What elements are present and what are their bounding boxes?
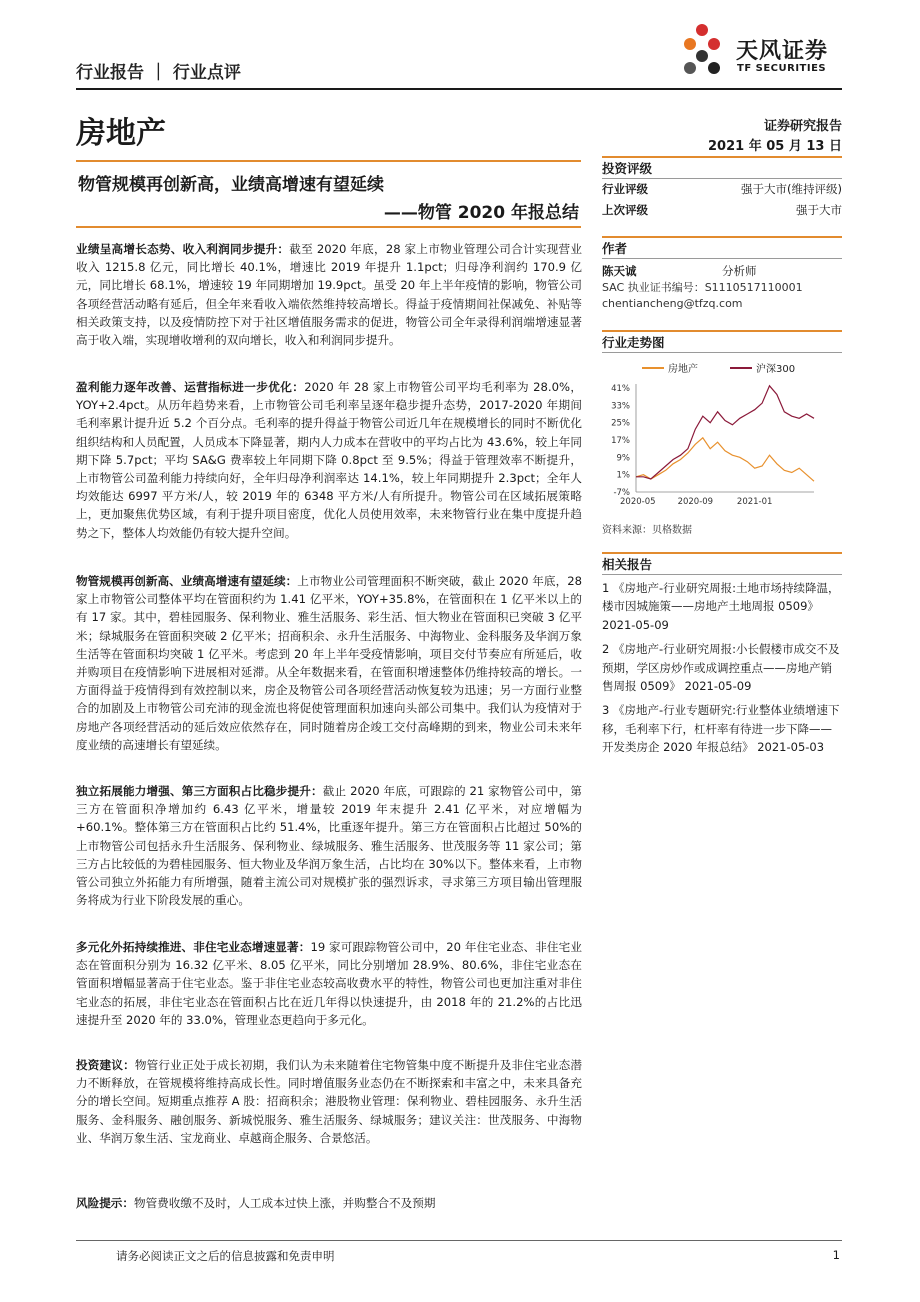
footer-rule [76,1240,842,1241]
paragraph-text: 截至 2020 年底，28 家上市物业管理公司合计实现营业收入 1215.8 亿元，同比增长 40.1%，增速比 2019 年提升 1.1pct；归母净利润约 170.9 亿元，同比增长 68.1%，增速较 19 年同期增加 19.9pct。虽受 20 年上半年疫情的影响，物管公司各项经营活动略有延后，但全年来看收入端依然维持较高增长。得益于疫情期间社保减免、补贴等相关政策支持，以及疫情防控下对于社区增值服务需求的促进，物管公司全年录得利润端增速显著高于收入端，实现增收增利的双向增长，收入和利润同步提升。 [76,242,582,348]
y-tick-label: 17% [611,436,630,446]
prev-rating-label: 上次评级 [602,203,648,217]
tf-logo-icon [680,22,734,82]
related-report-3[interactable]: 3 《房地产-行业专题研究:行业整体业绩增速下移，毛利率下行，杠杆率有待进一步下降——开发类房企 2020 年报总结》 2021-05-03 [602,703,840,755]
paragraph-lead: 独立拓展能力增强、第三方面积占比稳步提升： [76,784,323,798]
y-tick-label: 41% [611,384,630,394]
y-tick-label: 9% [616,453,630,464]
paragraph-text: 截止 2020 年底，可跟踪的 21 家物管公司中，第三方在管面积净增加约 6.43 亿平米，增量较 2019 年末提升 2.41 亿平米，对应增幅为+60.1%。整体第三方在管面积占比约 51.4%，比重逐年提升。第三方在管面积占比超过 50%的上市物管公司包括永升生活服务、保利物业、绿城服务、雅生活服务、世茂服务等 11 家公司；第三方占比较低的为碧桂园服务、恒大物业及华润万象生活，占比均在 30%以下。整体来看，上市物管公司独立外拓能力有所增强，随着主流公司对规模扩张的强烈诉求，寻求第三方项目输出管理服务将成为行业下阶段发展的重心。 [76,784,582,908]
risk-warning [76,1194,582,1212]
legend-label: 房地产 [668,364,698,375]
trend-chart [602,356,842,516]
related-report-1[interactable]: 1 《房地产-行业研究周报:土地市场持续降温，楼市因城施策——房地产土地周报 0509》 2021-05-09 [602,581,840,632]
x-tick-label: 2021-01 [736,497,773,507]
trend-header: 行业走势图 [602,335,665,350]
logo-name-en: TF SECURITIES [737,63,827,74]
author-block [602,236,842,312]
related-header: 相关报告 [602,557,653,572]
related-report-2[interactable]: 2 《房地产-行业研究周报:小长假楼市成交不及预期，学区房炒作或成调控重点——房地产销售周报 0509》 2021-05-09 [602,642,840,694]
report-type: 证券研究报告 [763,119,842,134]
paragraph-2 [76,378,582,542]
paragraph-4 [76,782,582,909]
industry-rating-value: 强于大市(维持评级) [741,182,842,196]
sidebar-rule [602,156,842,158]
sidebar-rule [602,574,842,575]
report-subtitle: ——物管 2020 年报总结 [383,203,579,223]
paragraph-text: 物管行业正处于成长初期，我们认为未来随着住宅物管集中度不断提升及非住宅业态潜力不断释放，在管规模将维持高成长性。同时增值服务业态仍在不断探索和丰富之中，未来具备充分的增长空间。短期重点推荐 A 股：招商积余；港股物业管理：保利物业、碧桂园服务、永升生活服务、金科服务、融创服务、新城悦服务、雅生活服务、绿城服务；建议关注：世茂服务、中海物业、华润万象生活、宝龙商业、卓越商企服务、合景悠活。 [76,1058,582,1145]
rating-header: 投资评级 [602,161,653,176]
paragraph-lead: 物管规模再创新高、业绩高增速有望延续： [76,574,298,588]
title-rule-top [76,160,581,162]
prev-rating-value: 强于大市 [796,203,842,217]
sidebar-rule [602,258,842,259]
title-rule-bottom [76,226,581,228]
risk-lead: 风险提示： [76,1196,134,1210]
paragraph-lead: 多元化外拓持续推进、非住宅业态增速显著： [76,940,311,954]
page-number: 1 [832,1248,840,1262]
paragraph-lead: 盈利能力逐年改善、运营指标进一步优化： [76,380,305,394]
x-tick-label: 2020-09 [677,497,714,507]
legend-label: 沪深300 [756,364,796,375]
rating-block [602,156,842,221]
paragraph-lead: 投资建议： [76,1058,135,1072]
report-category: 行业报告 ｜ 行业点评 [76,63,241,83]
y-tick-label: 33% [611,401,630,412]
paragraph-text: 2020 年 28 家上市物管公司平均毛利率为 28.0%，YOY+2.4pct。从历年趋势来看，上市物管公司毛利率呈逐年稳步提升态势，2017-2020 年期间毛利率累计提升近 5.2 个百分点。毛利率的提升得益于物管公司近几年在规模增长的同时不断优化组织结构和人员配置，人员成本下降显著，期内人力成本在营收中的平均占比为 43.6%，较上年同期下降 5.7pct；平均 SA&G 费率较上年同期下降 0.8pct 至 9.5%；得益于管理效率不断提升，上市物管公司盈利能力持续向好，全年归母净利润率达 14.1%，较上年同期提升 2.3pct；全年人均效能达 6997 平方米/人，较 2019 年的 6348 平方米/人有所提升。物管公司在区域拓展策略上，更加聚焦优势区域，有利于提升项目密度，优化人员使用效率，未来物管行业在集中度提升趋势之下，整体人均效能仍有较大提升空间。 [76,380,582,540]
paragraph-lead: 业绩呈高增长态势、收入利润同步提升： [76,242,290,256]
logo-name: 天风证券 [736,39,829,64]
paragraph-1 [76,240,582,349]
sidebar-rule [602,236,842,238]
report-date: 2021 年 05 月 13 日 [708,139,842,154]
author-cert: SAC 执业证书编号：S1110517110001 [602,281,803,294]
trend-block [602,330,842,353]
author-name: 陈天诚 [602,264,637,278]
chart-y-axis [611,384,636,498]
chart-source: 资料来源：贝格数据 [602,525,692,536]
author-title: 分析师 [722,264,757,278]
industry-rating-label: 行业评级 [602,182,648,196]
x-tick-label: 2020-05 [620,497,656,507]
chart-x-axis [620,492,814,507]
header-rule [76,88,842,90]
paragraph-text: 19 家可跟踪物管公司中，20 年住宅业态、非住宅业态在管面积分别为 16.32 亿平米、8.05 亿平米，同比分别增加 28.9%、80.6%，非住宅业态在管面积增幅显著高于住宅业态。鉴于非住宅业态较高收费水平的特性，物管公司也更加注重对非住宅业态的拓展，非住宅业态在管面积占比在近几年得以快速提升，由 2018 年的 21.2%的占比迅速提升至 2020 年的 33.0%，管理业态更趋向于多元化。 [76,940,582,1027]
sidebar-rule [602,552,842,554]
chart-legend [642,362,795,375]
series-line [636,386,814,479]
report-title: 物管规模再创新高，业绩高增速有望延续 [78,175,384,195]
y-tick-label: -7% [613,488,630,498]
footer-disclaimer[interactable]: 请务必阅读正文之后的信息披露和免责申明 [116,1249,335,1263]
sidebar-rule [602,330,842,332]
y-tick-label: 1% [616,470,630,481]
paragraph-3 [76,572,582,754]
chart-plot-area [636,386,814,481]
paragraph-text: 上市物业公司管理面积不断突破，截止 2020 年底，28 家上市物管公司整体平均在管面积约为 1.41 亿平米，YOY+35.8%，在管面积在 1 亿平米以上的有 17 家。其中，碧桂园服务、保利物业、雅生活服务、彩生活、恒大物业在管面积已突破 3 亿平米；绿城服务在管面积突破 2 亿平米；招商积余、永升生活服务、中海物业、金科服务及华润万象生活等在管面积均突破 1 亿平米。考虑到 20 年上半年受疫情影响，项目交付节奏应有所延后，收并购项目在疫情影响下进展相对延滞。从全年数据来看，在管面积增速整体仍维持较高的增长。一方面得益于疫情得到有效控制以来，房企及物管公司各项经营活动恢复较为迅速；另一方面行业整合的加剧及上市物管公司充沛的现金流也将促使管理面积加速向头部公司集中。我们认为疫情对于房地产各项经营活动的延后效应依然存在，同时随着房企竣工交付高峰期的到来，物业公司未来年度业绩的高速增长有望延续。 [76,574,582,752]
author-email[interactable]: chentiancheng@tfzq.com [602,297,743,310]
y-tick-label: 25% [611,418,630,429]
related-block [602,552,842,757]
paragraph-investment [76,1056,582,1147]
sidebar-rule [602,352,842,353]
series-line [636,438,814,481]
risk-text: 物管费收缴不及时，人工成本过快上涨，并购整合不及预期 [133,1196,436,1210]
author-header: 作者 [602,241,628,256]
paragraph-5 [76,938,582,1029]
sector-title: 房地产 [76,116,166,151]
